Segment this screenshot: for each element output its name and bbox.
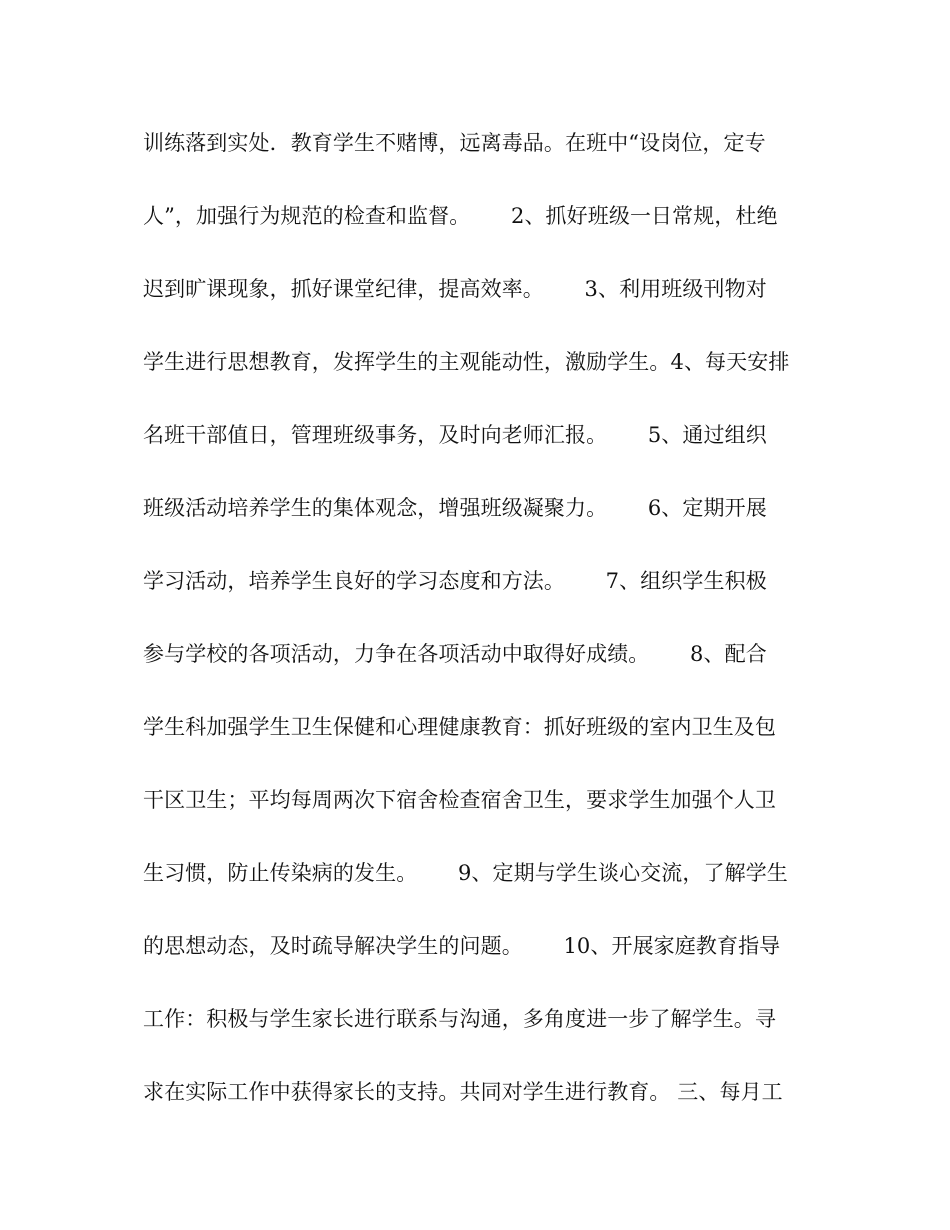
text-line: 求在实际工作中获得家长的支持。共同对学生进行教育。 三、每月工 — [143, 1080, 783, 1104]
text-line: 训练落到实处．教育学生不赌博，远离毒品。在班中“设岗位，定专 — [143, 131, 766, 155]
text-line: 班级活动培养学生的集体观念，增强班级凝聚力。 6、定期开展 — [143, 496, 767, 520]
text-line: 参与学校的各项活动，力争在各项活动中取得好成绩。 8、配合 — [143, 642, 767, 666]
text-line: 的思想动态，及时疏导解决学生的问题。 10、开展家庭教育指导 — [143, 934, 781, 958]
text-line: 名班干部值日，管理班级事务，及时向老师汇报。 5、通过组织 — [143, 423, 767, 447]
text-line: 学习活动，培养学生良好的学习态度和方法。 7、组织学生积极 — [143, 569, 767, 593]
text-line: 学生科加强学生卫生保健和心理健康教育：抓好班级的室内卫生及包 — [143, 715, 776, 739]
text-line: 迟到旷课现象，抓好课堂纪律，提高效率。 3、利用班级刊物对 — [143, 277, 767, 301]
text-line: 学生进行思想教育，发挥学生的主观能动性，激励学生。4、每天安排 — [143, 350, 790, 374]
text-line: 工作：积极与学生家长进行联系与沟通，多角度进一步了解学生。寻 — [143, 1007, 776, 1031]
text-line: 人”，加强行为规范的检查和监督。 2、抓好班级一日常规，杜绝 — [143, 204, 778, 228]
document-body — [143, 123, 823, 1145]
text-line: 干区卫生；平均每周两次下宿舍检查宿舍卫生，要求学生加强个人卫 — [143, 788, 776, 812]
text-line: 生习惯，防止传染病的发生。 9、定期与学生谈心交流，了解学生 — [143, 861, 788, 885]
